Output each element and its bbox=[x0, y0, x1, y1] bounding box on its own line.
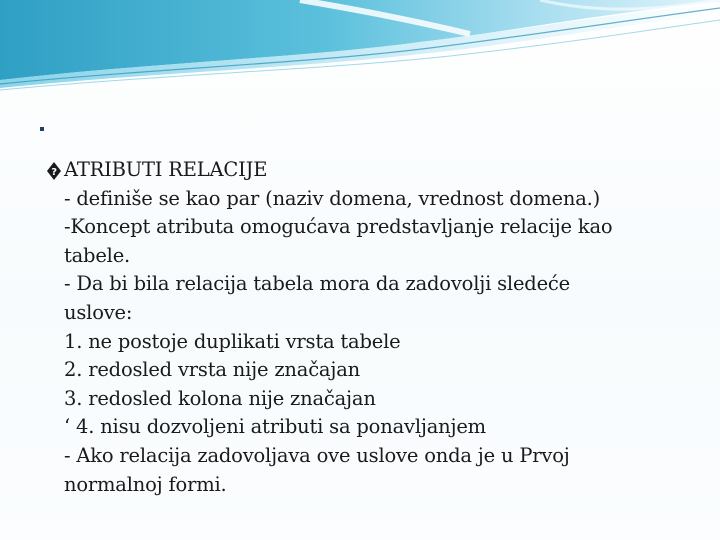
heading-row bbox=[46, 156, 686, 185]
body-line: uslove: bbox=[64, 300, 133, 324]
body-line: - Ako relacija zadovoljava ove uslove onda je u Prvoj bbox=[64, 443, 570, 467]
body-line: 2. redosled vrsta nije značajan bbox=[64, 358, 360, 382]
body-line: 1. ne postoje duplikati vrsta tabele bbox=[64, 329, 401, 353]
title-placeholder-dot bbox=[40, 127, 44, 131]
replacement-character-icon bbox=[46, 161, 62, 181]
body-line: 3. redosled kolona nije značajan bbox=[64, 386, 376, 410]
body-line: normalnoj formi. bbox=[64, 472, 227, 496]
slide-body bbox=[46, 156, 686, 499]
body-line: - definiše se kao par (naziv domena, vrednost domena.) bbox=[64, 186, 601, 210]
body-line: tabele. bbox=[64, 243, 131, 267]
body-line: ‘ 4. nisu dozvoljeni atributi sa ponavljanjem bbox=[64, 415, 486, 439]
body-line: - Da bi bila relacija tabela mora da zadovolji sledeće bbox=[64, 272, 570, 296]
slide-heading: ATRIBUTI RELACIJE bbox=[64, 158, 268, 181]
svg-text:?: ? bbox=[51, 167, 57, 179]
body-line: -Koncept atributa omogućava predstavljanje relacije kao bbox=[64, 215, 613, 239]
header-wave-decoration bbox=[0, 0, 720, 95]
